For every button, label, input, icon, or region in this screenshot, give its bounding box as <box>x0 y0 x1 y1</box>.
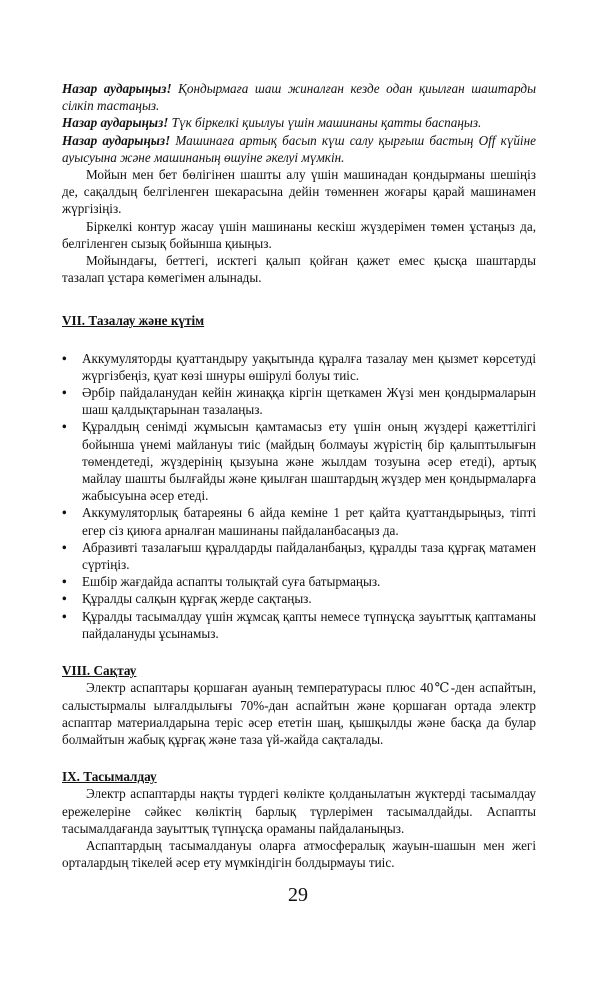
warning-text: Түк біркелкі қиылуы үшін машинаны қатты баспаңыз. <box>171 115 482 131</box>
bullet-icon: • <box>62 574 67 590</box>
warning-text: Қондырмаға шаш жиналған кезде одан қиылған шаштарды сілкіп тастаңыз. <box>62 81 537 114</box>
warning-label: Назар аударыңыз! <box>62 115 169 131</box>
list-item <box>62 418 536 504</box>
list-item-text: Құралдың сенімді жұмысын қамтамасыз ету үшін оның жүздері қажеттілігі бойынша үнемі майлануы тиіс (майдың болмауы жүрістің бір қалыптылығын төмендетеді, жүздерінің қызуына және жылдам тозуына әсер етеді), артық майлау шашты былғайды және қиылған шаштардың жүздер мен қондырмаларға жабысуына әсер етеді. <box>82 419 536 504</box>
cleaning-list <box>62 350 536 642</box>
list-item-text: Әрбір пайдаланудан кейін жинаққа кіргін щеткамен Жүзі мен қондырмаларын шаш қалдықтарынан тазалаңыз. <box>82 385 536 418</box>
warning-note <box>62 80 536 114</box>
list-item <box>62 539 536 573</box>
warning-label: Назар аударыңыз! <box>62 81 172 96</box>
bullet-icon: • <box>62 385 67 401</box>
warning-note <box>62 114 536 131</box>
bullet-icon: • <box>62 505 67 521</box>
body-paragraph: Электр аспаптары қоршаған ауаның температурасы плюс 40℃-ден аспайтын, салыстырмалы ылғалдылығы 70%-дан аспайтын және қоршаған ортада электр аспаптар материалдарына теріс әсер ететін шаң, қышқылды және басқа да булар болмайтын жабық құрғақ және таза үй-жайда сақталады. <box>62 680 536 747</box>
list-item-text: Құралды тасымалдау үшін жұмсақ қапты немесе түпнұсқа зауыттық қаптаманы пайдалануды ұсынамыз. <box>82 608 536 641</box>
list-item <box>62 608 536 642</box>
list-item <box>62 350 536 384</box>
warning-label: Назар аударыңыз! <box>62 132 171 148</box>
warning-note <box>62 132 536 166</box>
body-paragraph: Электр аспаптарды нақты түрдегі көлікте қолданылатын жүктерді тасымалдау ережелеріне сәйкес көліктің барлық түрлерімен тасымалдайды. Аспапты тасымалдағанда зауыттық түпнұсқа ораманы пайдаланыңыз. <box>62 786 536 836</box>
list-item <box>62 573 536 590</box>
bullet-icon: • <box>62 591 67 607</box>
bullet-icon: • <box>62 350 67 366</box>
list-item-text: Абразивті тазалағыш құралдарды пайдаланбаңыз, құралды таза құрғақ матамен сүртіңіз. <box>82 539 536 573</box>
body-paragraph: Аспаптардың тасымалдануы оларға атмосфералық жауын-шашын мен жегі орталардың тікелей әсер ету мүмкіндігін болдырмауы тиіс. <box>62 837 536 871</box>
list-item-text: Аккумуляторлық батареяны 6 айда кеміне 1 рет қайта қуаттандырыңыз, тіпті егер сіз қиюға арналған машинаны пайдаланбасаңыз да. <box>82 505 536 538</box>
list-item <box>62 590 536 607</box>
bullet-icon: • <box>62 608 67 624</box>
page-number: 29 <box>288 884 308 906</box>
section-heading-storage: VIII. Сақтау <box>62 663 137 679</box>
warning-text: Машинаға артық басып күш салу қырғыш бастың Off күйіне ауысуына және машинаның өшуіне әкелуі мүмкін. <box>62 132 536 165</box>
section-heading-transport: IX. Тасымалдау <box>62 769 157 785</box>
bullet-icon: • <box>62 419 67 435</box>
body-paragraph: Біркелкі контур жасау үшін машинаны кескіш жүздерімен төмен ұстаңыз да, белгіленген сызық бойынша қиыңыз. <box>62 218 536 251</box>
list-item-text: Ешбір жағдайда аспапты толықтай суға батырмаңыз. <box>82 574 381 590</box>
body-paragraph: Мойын мен бет бөлігінен шашты алу үшін машинадан қондырманы шешіңіз де, сақалдың белгіленген шекарасына дейін төменнен жоғары қарай машинамен жүргізіңіз. <box>62 167 536 217</box>
list-item-text: Аккумуляторды қуаттандыру уақытында құралға тазалау мен қызмет көрсетуді жүргізбеңіз, қуат көзі шнуры өшірулі болуы тиіс. <box>82 350 536 383</box>
body-paragraph: Мойындағы, беттегі, исктегі қалып қойған қажет емес қысқа шаштарды тазалап ұстара көмегімен алынады. <box>62 253 536 286</box>
list-item <box>62 384 536 418</box>
document-page <box>62 80 536 871</box>
section-heading-cleaning: VII. Тазалау және күтім <box>62 313 205 329</box>
list-item <box>62 504 536 538</box>
list-item-text: Құралды салқын құрғақ жерде сақтаңыз. <box>82 591 312 607</box>
bullet-icon: • <box>62 539 67 555</box>
